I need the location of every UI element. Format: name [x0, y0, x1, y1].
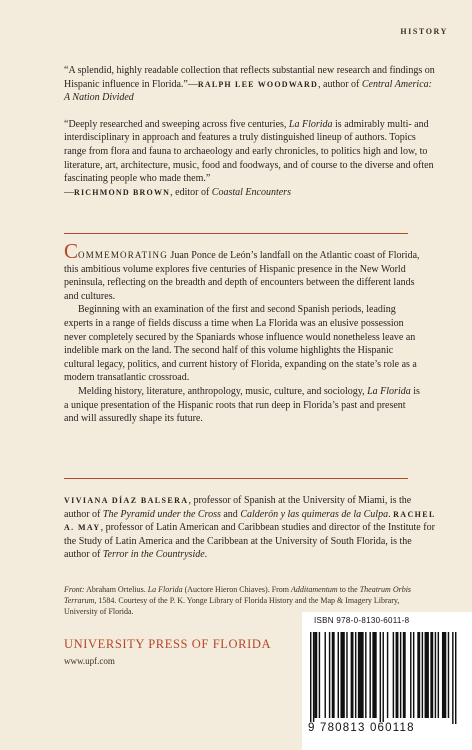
isbn-label: ISBN 978-0-8130-6011-8	[314, 616, 410, 625]
publisher-url: www.upf.com	[64, 656, 115, 666]
barcode-bar	[365, 632, 366, 718]
author-bio-text	[64, 494, 436, 562]
blurb-text: “A splendid, highly readable collection that reflects substantial new research and findings on Hispanic influence in Florida.”—	[64, 65, 435, 90]
description-paragraph	[64, 385, 422, 426]
blurb-woodward	[64, 64, 436, 105]
blurb-attribution-work: Central America: A Nation Divided	[64, 78, 432, 104]
barcode-image	[308, 632, 460, 724]
author-work: Calderón y las quimeras de la Culpa	[240, 508, 389, 520]
author-work: Terror in the Countryside	[102, 549, 205, 561]
blurb-attribution-role: , editor of	[170, 186, 212, 198]
barcode-bar	[340, 632, 344, 718]
author-bio: .	[388, 508, 391, 520]
author-bio: .	[204, 549, 208, 561]
divider-rule	[64, 233, 408, 234]
book-description	[64, 239, 422, 426]
barcode-bar	[369, 632, 370, 718]
barcode-bar	[455, 632, 456, 724]
credit-text: Abraham Ortelius.	[84, 585, 148, 594]
credit-text: to the	[337, 585, 360, 594]
category-label: HISTORY	[400, 27, 448, 36]
barcode-bar	[332, 632, 335, 718]
credit-text: (Auctore Hieron Chiaves). From	[182, 585, 292, 594]
divider-rule	[64, 478, 408, 479]
blurb-brown	[64, 118, 436, 200]
blurb-text: is admirably multi- and interdisciplinary in approach and features a truly distinguished lineup of authors. Topics range from flora and fauna to archaeology and early chronicles, to politics high and low, to literature, art, architecture, music, food and foodways, and of course to the diverse and often fascinating people who made them.”	[64, 118, 434, 185]
barcode-bar	[435, 632, 436, 718]
barcode-bar	[400, 632, 401, 718]
blurb-title-italic: La Florida	[288, 118, 333, 130]
barcode-bar	[442, 632, 446, 718]
barcode-bar	[393, 632, 394, 718]
barcode-bar	[448, 632, 449, 718]
author-work: The Pyramid under the Cross	[102, 508, 221, 520]
barcode-bar	[387, 632, 388, 718]
credit-text: , 1584. Courtesy of the P. K. Yonge Library of Florida History and the Map & Imagery Library, University of Florida.	[64, 596, 400, 616]
author-bio: and	[220, 508, 241, 520]
description-title-italic: La Florida	[367, 385, 411, 397]
lead-word: OMMEMORATING	[78, 250, 168, 260]
barcode-bar	[351, 632, 354, 718]
barcode-number: 9 780813 060118	[308, 722, 415, 734]
blurb-dash: —	[64, 186, 74, 198]
barcode-bar	[319, 632, 320, 718]
author-bios	[64, 494, 436, 562]
publisher-name: UNIVERSITY PRESS OF FLORIDA	[64, 637, 272, 651]
barcode-bar	[417, 632, 420, 718]
blurb-attribution-work: Coastal Encounters	[211, 186, 291, 198]
author-name: VIVIANA DÍAZ BALSERA	[64, 496, 189, 505]
barcode-bar	[313, 632, 314, 724]
barcode-bar	[380, 632, 381, 724]
description-text: is a unique presentation of the Hispanic roots that run deep in Florida’s past and present and will assuredly shape its future.	[64, 385, 420, 425]
barcode-bar	[355, 632, 356, 718]
barcode-bar	[314, 632, 317, 718]
barcode-bar	[383, 632, 384, 724]
credit-italic: Theatrum Orbis Terrarum	[64, 585, 412, 605]
barcode-bar	[329, 632, 330, 718]
description-text: Juan Ponce de León’s landfall on the Atlantic coast of Florida, this ambitious volume explores five centuries of Hispanic presence in the New World peninsula, reflecting on the breadth and depth of encounters between the different lands and cultures.	[64, 250, 420, 302]
blurb-attribution-name: RALPH LEE WOODWARD	[197, 79, 318, 89]
author-bio: , professor of Latin American and Caribbean studies and director of the Institute for the Study of Latin America and the Caribbean at the University of South Florida, is the author of	[64, 522, 435, 561]
barcode-bar	[422, 632, 423, 718]
credit-italic: La Florida	[147, 585, 183, 594]
barcode-bar	[410, 632, 411, 718]
description-paragraph	[64, 239, 422, 303]
description-paragraph: Beginning with an examination of the first and second Spanish periods, leading experts in a range of fields discuss a time when La Florida was an elusive possession never completely secured by the Spaniards whose influence would nonetheless leave an indelible mark on the land. The second half of this volume highlights the Hispanic cultural legacy, politics, and current history of Florida, expanding on the state’s role as a modern transatlantic crossroad.	[64, 304, 417, 384]
description-text: Melding history, literature, anthropology, music, culture, and sociology,	[78, 385, 368, 397]
author-bio: , professor of Spanish at the University of Miami, is the author of	[64, 495, 412, 520]
barcode-bar	[425, 632, 429, 718]
blurb-attribution-name: RICHMOND BROWN	[74, 187, 171, 197]
barcode-bar	[338, 632, 339, 718]
credit-label: Front:	[64, 585, 85, 594]
barcode-bar	[372, 632, 376, 718]
drop-cap: C	[64, 239, 79, 263]
barcode-bar	[325, 632, 326, 718]
barcode-bar	[413, 632, 414, 718]
barcode-bar	[396, 632, 399, 718]
author-name: RACHEL A. MAY	[64, 509, 436, 533]
barcode-bar	[403, 632, 406, 718]
barcode-bar	[438, 632, 439, 718]
credit-italic: Additamentum	[291, 585, 338, 594]
barcode-bar	[430, 632, 433, 718]
blurb-text: “Deeply researched and sweeping across five centuries,	[64, 118, 289, 130]
barcode-bar	[346, 632, 347, 718]
barcode-bar	[452, 632, 453, 724]
barcode-bar	[358, 632, 364, 718]
blurb-attribution-role: , author of	[318, 78, 362, 90]
review-blurbs	[64, 64, 436, 212]
barcode-bar	[310, 632, 311, 724]
